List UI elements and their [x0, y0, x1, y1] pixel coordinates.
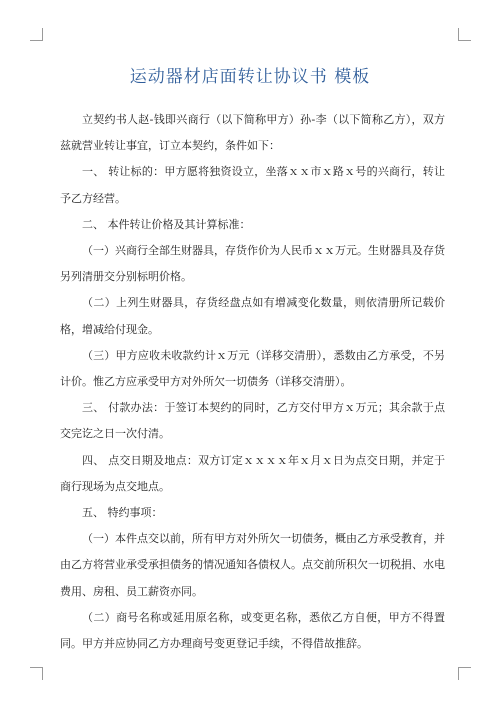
paragraph-clause-2-item-1: （一）兴商行全部生财器具，存货作价为人民币ｘｘ万元。生财器具及存货另列清册交分别标明价格。: [60, 244, 445, 284]
crop-mark-bottom-right: [458, 667, 471, 680]
paragraph-clause-2-item-2: （二）上列生财器具，存货经盘点如有增减变化数量，则依清册所记载价格，增减给付现金。: [60, 296, 445, 336]
paragraph-intro: 立契约书人赵-钱即兴商行（以下简称甲方）孙-李（以下简称乙方），双方兹就营业转让事宜，订立本契约，条件如下：: [60, 113, 445, 153]
paragraph-clause-3: 三、 付款办法：于签订本契约的同时，乙方交付甲方ｘ万元；其余款于点交完讫之日一次付清。: [60, 401, 445, 441]
crop-mark-top-left: [30, 28, 43, 41]
paragraph-clause-2: 二、 本件转让价格及其计算标准：: [82, 217, 251, 231]
document-body: [60, 107, 445, 657]
paragraph-clause-5-item-2: （二）商号名称或延用原名称，或变更名称，悉依乙方自便，甲方不得置同。甲方并应协同乙方办理商号变更登记手续，不得借故推辞。: [60, 610, 445, 651]
paragraph-clause-5: 五、 特约事项：: [82, 506, 163, 520]
crop-mark-top-right: [458, 28, 471, 41]
paragraph-clause-5-item-1: （一）本件点交以前，所有甲方对外所欠一切债务，概由乙方承受教育，并由乙方将营业承受承担债务的情况通知各债权人。点交前所积欠一切税捐、水电费用、房租、员工薪资亦同。: [60, 532, 445, 598]
document-title: 运动器材店面转让协议书 模板: [129, 67, 371, 87]
crop-mark-bottom-left: [30, 667, 43, 680]
paragraph-clause-2-item-3: （三）甲方应收未收款约计ｘ万元（详移交清册），悉数由乙方承受，不另计价。惟乙方应承受甲方对外所欠一切债务（详移交清册）。: [60, 348, 445, 389]
paragraph-clause-4: 四、 点交日期及地点：双方订定ｘｘｘｘ年ｘ月ｘ日为点交日期，并定于商行现场为点交地点。: [60, 453, 445, 493]
paragraph-clause-1: 一、 转让标的：甲方愿将独资设立，坐落ｘｘ市ｘ路ｘ号的兴商行，转让予乙方经营。: [60, 165, 445, 205]
